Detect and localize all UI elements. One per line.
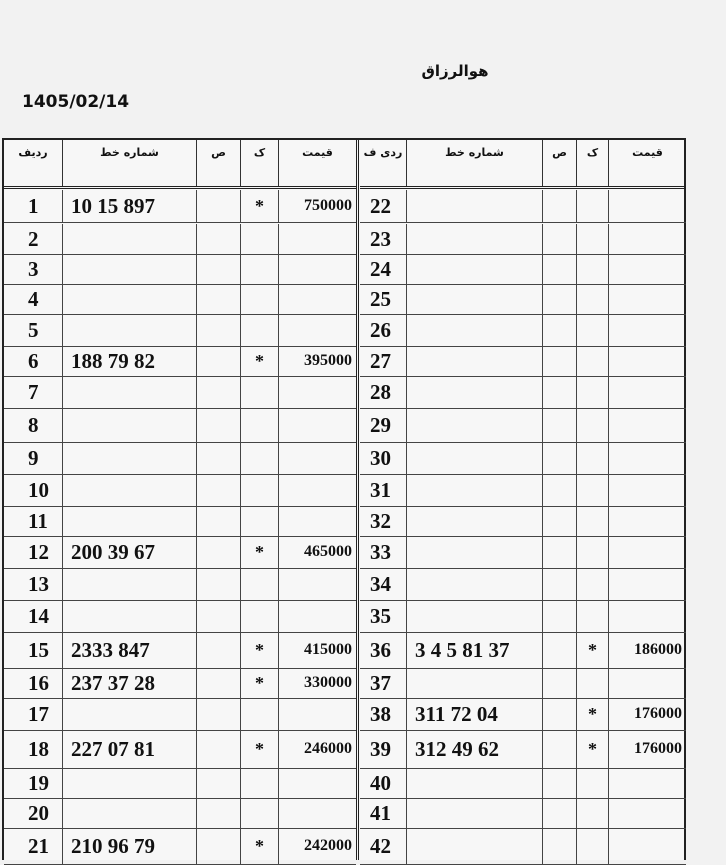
- price-cell: [608, 668, 686, 698]
- table-row: [4, 224, 356, 255]
- k-cell: [240, 568, 278, 600]
- s-cell: [196, 254, 240, 284]
- price-cell: [278, 568, 356, 600]
- line-number-cell: [406, 828, 542, 864]
- row-number-cell: 35: [370, 603, 391, 628]
- row-number-cell: 41: [370, 800, 391, 825]
- k-cell: [576, 600, 608, 632]
- table-row: [4, 828, 356, 865]
- k-cell: [576, 668, 608, 698]
- table-row: [4, 600, 356, 633]
- k-cell: [576, 314, 608, 346]
- row-number-cell: 15: [28, 637, 49, 662]
- line-number-cell: 237 37 28: [62, 668, 196, 698]
- s-cell: [196, 698, 240, 730]
- row-number-cell: 34: [370, 571, 391, 596]
- price-cell: [278, 376, 356, 408]
- k-cell: [576, 536, 608, 568]
- line-number-cell: [62, 506, 196, 536]
- table-row: [4, 314, 356, 347]
- s-cell: [542, 730, 576, 768]
- s-cell: [542, 568, 576, 600]
- line-number-cell: [406, 568, 542, 600]
- line-number-cell: [62, 442, 196, 474]
- k-cell: [240, 314, 278, 346]
- row-number-cell: 42: [370, 833, 391, 858]
- s-cell: [542, 632, 576, 668]
- s-cell: [196, 600, 240, 632]
- k-cell: [240, 408, 278, 442]
- line-number-cell: [406, 190, 542, 222]
- line-number-cell: [406, 768, 542, 798]
- table-row: [4, 668, 356, 699]
- price-cell: [608, 536, 686, 568]
- s-cell: [196, 346, 240, 376]
- line-number-cell: [406, 224, 542, 254]
- document-title: هوالرزاق: [421, 62, 489, 80]
- row-number-cell: 4: [28, 286, 39, 311]
- line-number-cell: [62, 798, 196, 828]
- price-cell: [608, 568, 686, 600]
- k-cell: [576, 376, 608, 408]
- row-number-cell: 28: [370, 379, 391, 404]
- line-number-cell: 188 79 82: [62, 346, 196, 376]
- header-line-number: شماره خط: [406, 140, 542, 186]
- table-row: [4, 376, 356, 409]
- line-number-cell: [62, 376, 196, 408]
- table-row: [360, 408, 686, 443]
- line-number-cell: [62, 698, 196, 730]
- s-cell: [196, 284, 240, 314]
- row-number-cell: 23: [370, 226, 391, 251]
- s-cell: [196, 536, 240, 568]
- row-number-cell: 20: [28, 800, 49, 825]
- k-cell: [576, 768, 608, 798]
- header-row-number: ردی ف: [363, 146, 403, 159]
- s-cell: [196, 632, 240, 668]
- table-row: [360, 798, 686, 829]
- row-number-cell: 24: [370, 256, 391, 281]
- price-cell: [278, 408, 356, 442]
- s-cell: [196, 768, 240, 798]
- table-row: [360, 506, 686, 537]
- row-number-cell: 7: [28, 379, 39, 404]
- table-row: [360, 442, 686, 475]
- k-cell: [576, 408, 608, 442]
- table-row: [4, 632, 356, 669]
- line-number-cell: 2333 847: [62, 632, 196, 668]
- row-number-cell: 32: [370, 508, 391, 533]
- row-number-cell: 13: [28, 571, 49, 596]
- price-cell: [608, 600, 686, 632]
- table-row: [4, 506, 356, 537]
- k-cell: [240, 254, 278, 284]
- row-number-cell: 27: [370, 348, 391, 373]
- row-number-cell: 33: [370, 539, 391, 564]
- row-number-cell: 17: [28, 701, 49, 726]
- price-cell: 242000: [278, 828, 356, 864]
- price-cell: [608, 768, 686, 798]
- s-cell: [542, 314, 576, 346]
- s-cell: [542, 284, 576, 314]
- line-number-cell: [62, 768, 196, 798]
- price-cell: [608, 474, 686, 506]
- k-cell: [576, 254, 608, 284]
- table-row: [4, 254, 356, 285]
- s-cell: [542, 224, 576, 254]
- s-cell: [542, 408, 576, 442]
- left-table: [4, 140, 359, 860]
- line-number-cell: 311 72 04: [406, 698, 542, 730]
- row-number-cell: 1: [28, 193, 39, 218]
- price-table: [2, 138, 686, 860]
- line-number-cell: [62, 254, 196, 284]
- s-cell: [196, 224, 240, 254]
- table-row: [360, 474, 686, 507]
- price-cell: [278, 314, 356, 346]
- k-cell: [240, 698, 278, 730]
- table-row: [360, 568, 686, 601]
- line-number-cell: 312 49 62: [406, 730, 542, 768]
- s-cell: [196, 190, 240, 222]
- s-cell: [196, 474, 240, 506]
- price-cell: 176000: [608, 698, 686, 730]
- k-cell: [240, 798, 278, 828]
- line-number-cell: [62, 408, 196, 442]
- k-cell: [576, 346, 608, 376]
- price-cell: 395000: [278, 346, 356, 376]
- s-cell: [542, 668, 576, 698]
- line-number-cell: [406, 254, 542, 284]
- table-row: [360, 730, 686, 769]
- line-number-cell: [62, 600, 196, 632]
- s-cell: [542, 442, 576, 474]
- row-number-cell: 3: [28, 256, 39, 281]
- header-k: ک: [576, 140, 608, 186]
- line-number-cell: 227 07 81: [62, 730, 196, 768]
- s-cell: [196, 828, 240, 864]
- price-cell: [278, 768, 356, 798]
- table-row: [4, 536, 356, 569]
- table-row: [360, 698, 686, 731]
- s-cell: [196, 408, 240, 442]
- s-cell: [542, 536, 576, 568]
- price-cell: [608, 254, 686, 284]
- price-cell: 750000: [278, 190, 356, 222]
- price-cell: 186000: [608, 632, 686, 668]
- header-row-number: ردیف: [18, 146, 48, 159]
- price-cell: [608, 224, 686, 254]
- line-number-cell: [62, 314, 196, 346]
- k-cell: [576, 474, 608, 506]
- price-cell: 176000: [608, 730, 686, 768]
- table-row: [4, 442, 356, 475]
- k-cell: [576, 828, 608, 864]
- row-number-cell: 30: [370, 445, 391, 470]
- k-cell: *: [576, 698, 608, 730]
- s-cell: [542, 190, 576, 222]
- table-row: [4, 798, 356, 829]
- s-cell: [196, 730, 240, 768]
- row-number-cell: 2: [28, 226, 39, 251]
- line-number-cell: [406, 346, 542, 376]
- right-table: [360, 140, 686, 860]
- k-cell: [576, 506, 608, 536]
- s-cell: [542, 254, 576, 284]
- price-cell: [608, 314, 686, 346]
- k-cell: *: [240, 828, 278, 864]
- row-number-cell: 8: [28, 412, 39, 437]
- k-cell: [240, 224, 278, 254]
- price-cell: [278, 798, 356, 828]
- line-number-cell: [406, 536, 542, 568]
- line-number-cell: [406, 798, 542, 828]
- price-cell: [608, 798, 686, 828]
- line-number-cell: 200 39 67: [62, 536, 196, 568]
- table-row: [4, 698, 356, 731]
- table-row: [360, 254, 686, 285]
- table-row: [4, 190, 356, 223]
- k-cell: *: [576, 730, 608, 768]
- line-number-cell: [406, 442, 542, 474]
- line-number-cell: 10 15 897: [62, 190, 196, 222]
- line-number-cell: [406, 600, 542, 632]
- price-cell: [608, 408, 686, 442]
- price-cell: 330000: [278, 668, 356, 698]
- k-cell: [576, 442, 608, 474]
- table-row: [4, 284, 356, 315]
- price-cell: 465000: [278, 536, 356, 568]
- k-cell: *: [240, 730, 278, 768]
- s-cell: [542, 698, 576, 730]
- k-cell: [576, 224, 608, 254]
- price-cell: [608, 346, 686, 376]
- line-number-cell: [406, 506, 542, 536]
- k-cell: [240, 442, 278, 474]
- s-cell: [542, 474, 576, 506]
- k-cell: *: [240, 668, 278, 698]
- price-cell: [278, 474, 356, 506]
- price-cell: 246000: [278, 730, 356, 768]
- price-cell: [278, 442, 356, 474]
- price-cell: [608, 828, 686, 864]
- s-cell: [196, 376, 240, 408]
- table-row: [360, 190, 686, 223]
- k-cell: [576, 284, 608, 314]
- line-number-cell: [62, 224, 196, 254]
- k-cell: *: [240, 190, 278, 222]
- row-number-cell: 40: [370, 770, 391, 795]
- s-cell: [542, 798, 576, 828]
- s-cell: [196, 506, 240, 536]
- k-cell: [576, 798, 608, 828]
- table-row: [360, 828, 686, 865]
- row-number-cell: 31: [370, 477, 391, 502]
- row-number-cell: 19: [28, 770, 49, 795]
- row-number-cell: 5: [28, 317, 39, 342]
- price-cell: [608, 190, 686, 222]
- k-cell: [576, 190, 608, 222]
- row-number-cell: 29: [370, 412, 391, 437]
- row-number-cell: 39: [370, 736, 391, 761]
- row-number-cell: 16: [28, 670, 49, 695]
- s-cell: [196, 442, 240, 474]
- s-cell: [542, 768, 576, 798]
- s-cell: [196, 314, 240, 346]
- k-cell: *: [576, 632, 608, 668]
- price-cell: [608, 506, 686, 536]
- table-row: [4, 730, 356, 769]
- k-cell: [576, 568, 608, 600]
- header-k: ک: [240, 140, 278, 186]
- row-number-cell: 6: [28, 348, 39, 373]
- row-number-cell: 11: [28, 508, 48, 533]
- k-cell: [240, 376, 278, 408]
- table-row: [4, 346, 356, 377]
- price-cell: [278, 254, 356, 284]
- row-number-cell: 37: [370, 670, 391, 695]
- row-number-cell: 12: [28, 539, 49, 564]
- price-cell: [278, 506, 356, 536]
- line-number-cell: [406, 668, 542, 698]
- k-cell: [240, 474, 278, 506]
- table-row: [360, 768, 686, 799]
- s-cell: [196, 668, 240, 698]
- s-cell: [542, 506, 576, 536]
- row-number-cell: 18: [28, 736, 49, 761]
- table-row: [360, 284, 686, 315]
- header-price: قیمت: [278, 140, 356, 186]
- table-row: [360, 536, 686, 569]
- price-cell: [278, 600, 356, 632]
- header-line-number: شماره خط: [62, 140, 196, 186]
- s-cell: [196, 568, 240, 600]
- table-row: [4, 568, 356, 601]
- line-number-cell: 210 96 79: [62, 828, 196, 864]
- k-cell: *: [240, 632, 278, 668]
- row-number-cell: 21: [28, 833, 49, 858]
- table-row: [4, 768, 356, 799]
- right-column-headers: [360, 140, 686, 189]
- table-row: [4, 408, 356, 443]
- k-cell: *: [240, 536, 278, 568]
- table-row: [360, 376, 686, 409]
- document-date: 1405/02/14: [22, 92, 130, 112]
- s-cell: [542, 376, 576, 408]
- k-cell: [240, 600, 278, 632]
- price-cell: [608, 376, 686, 408]
- price-cell: [278, 698, 356, 730]
- line-number-cell: 3 4 5 81 37: [406, 632, 542, 668]
- k-cell: *: [240, 346, 278, 376]
- table-row: [360, 224, 686, 255]
- table-row: [4, 474, 356, 507]
- row-number-cell: 9: [28, 445, 39, 470]
- table-row: [360, 668, 686, 699]
- k-cell: [240, 768, 278, 798]
- line-number-cell: [406, 408, 542, 442]
- table-row: [360, 314, 686, 347]
- k-cell: [240, 506, 278, 536]
- row-number-cell: 38: [370, 701, 391, 726]
- line-number-cell: [406, 474, 542, 506]
- s-cell: [542, 346, 576, 376]
- row-number-cell: 22: [370, 193, 391, 218]
- line-number-cell: [62, 284, 196, 314]
- price-cell: [608, 442, 686, 474]
- header-price: قیمت: [608, 140, 686, 186]
- line-number-cell: [406, 314, 542, 346]
- left-column-headers: [4, 140, 356, 189]
- table-row: [360, 346, 686, 377]
- s-cell: [542, 600, 576, 632]
- line-number-cell: [406, 284, 542, 314]
- price-cell: [278, 284, 356, 314]
- header-s: ص: [542, 140, 576, 186]
- table-row: [360, 632, 686, 669]
- header-s: ص: [196, 140, 240, 186]
- k-cell: [240, 284, 278, 314]
- table-row: [360, 600, 686, 633]
- s-cell: [542, 828, 576, 864]
- s-cell: [196, 798, 240, 828]
- line-number-cell: [62, 474, 196, 506]
- line-number-cell: [62, 568, 196, 600]
- price-cell: 415000: [278, 632, 356, 668]
- row-number-cell: 36: [370, 637, 391, 662]
- row-number-cell: 26: [370, 317, 391, 342]
- price-cell: [608, 284, 686, 314]
- row-number-cell: 25: [370, 286, 391, 311]
- price-cell: [278, 224, 356, 254]
- line-number-cell: [406, 376, 542, 408]
- row-number-cell: 10: [28, 477, 49, 502]
- row-number-cell: 14: [28, 603, 49, 628]
